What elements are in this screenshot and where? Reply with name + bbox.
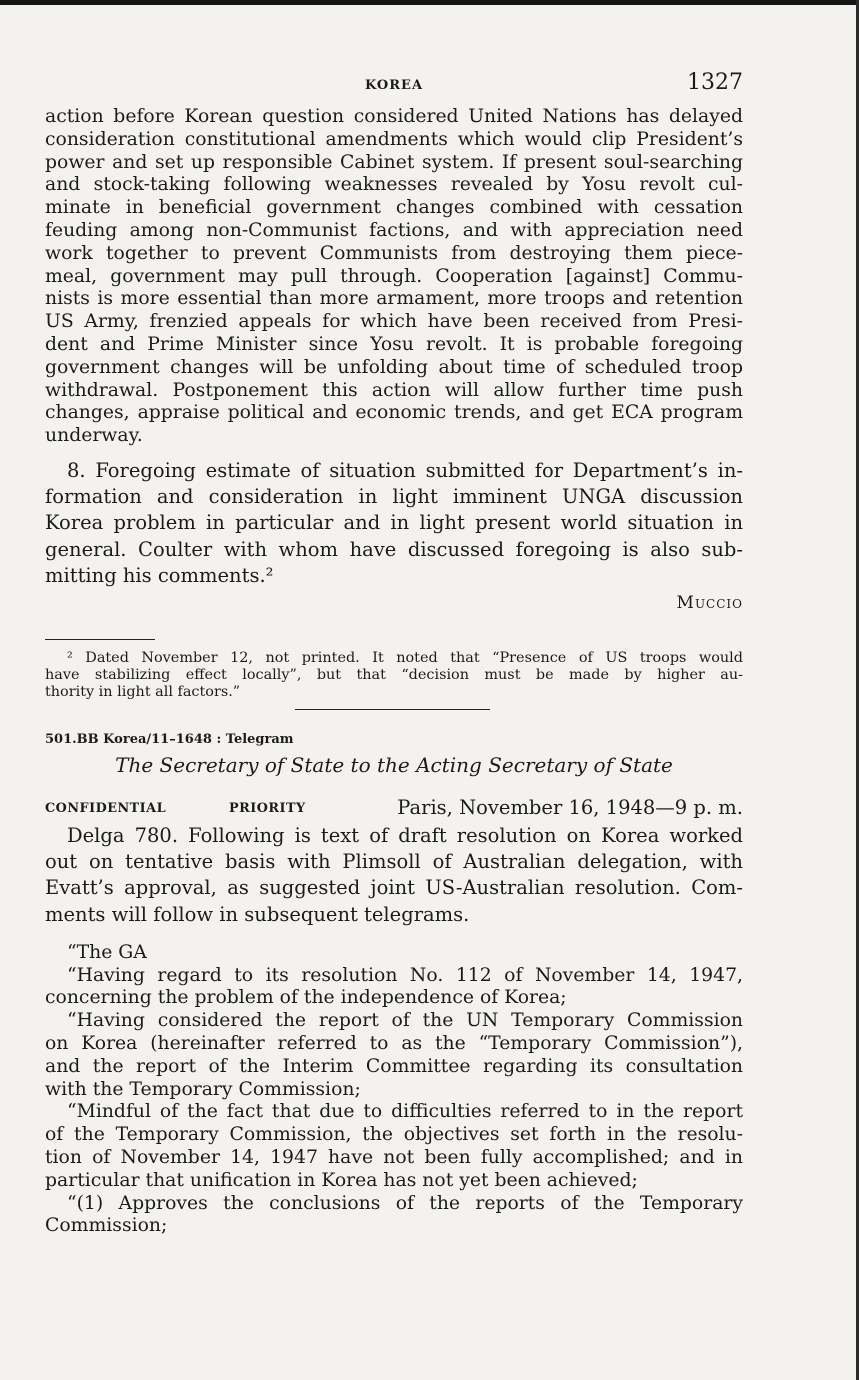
resolution-opening: “The GA (67, 941, 147, 963)
resolution-line: particular that unification in Korea has not yet been achieved; (45, 1169, 638, 1191)
text-line: changes, appraise political and economic trends, and get ECA program (45, 402, 743, 424)
footnote-line: have stabilizing effect locally”, but that “decision must be made by higher au- (45, 666, 743, 683)
text-line: out on tentative basis with Plimsoll of Australian delegation, with (45, 850, 743, 874)
resolution-text (45, 942, 743, 1238)
text-line: feuding among non-Communist factions, and with appreciation need (45, 219, 743, 241)
resolution-line: “Having regard to its resolution No. 112 of November 14, 1947, (67, 964, 743, 986)
text-line: consideration constitutional amendments which would clip President’s (45, 128, 743, 150)
text-line: power and set up responsible Cabinet system. If present soul-searching (45, 151, 743, 173)
footnote (45, 650, 743, 701)
text-line: Korea problem in particular and in light present world situation in (45, 511, 743, 535)
paragraph-3 (45, 823, 743, 928)
document-title: The Secretary of State to the Acting Secretary of State (115, 752, 673, 777)
footnote-line: thority in light all factors.” (45, 683, 241, 700)
text-line: Evatt’s approval, as suggested joint US-Australian resolution. Com- (45, 876, 743, 900)
resolution-line: tion of November 14, 1947 have not been fully accomplished; and in (45, 1146, 743, 1168)
resolution-line: “(1) Approves the conclusions of the reports of the Temporary (67, 1192, 743, 1214)
text-line: nists is more essential than more armament, more troops and retention (45, 288, 743, 310)
text-line: Delga 780. Following is text of draft resolution on Korea worked (67, 823, 743, 847)
resolution-line: Commission; (45, 1215, 168, 1237)
paragraph-1 (45, 106, 743, 448)
running-head: KOREA (364, 78, 424, 93)
telegram-meta (45, 791, 743, 819)
resolution-line: “Mindful of the fact that due to difficulties referred to in the report (67, 1101, 743, 1123)
document-page (45, 70, 743, 1238)
resolution-line: with the Temporary Commission; (45, 1078, 361, 1100)
resolution-line: and the report of the Interim Committee regarding its consultation (45, 1055, 743, 1077)
text-line: withdrawal. Postponement this action will allow further time push (45, 379, 743, 401)
top-border (0, 0, 859, 5)
text-line: mitting his comments.² (45, 563, 274, 587)
text-line: work together to prevent Communists from destroying them piece- (45, 242, 743, 264)
place-date: Paris, November 16, 1948—9 p. m. (397, 795, 743, 819)
resolution-line: of the Temporary Commission, the objectives set forth in the resolu- (45, 1124, 743, 1146)
text-line: minate in beneficial government changes combined with cessation (45, 197, 743, 219)
classification: CONFIDENTIAL (45, 800, 167, 816)
text-line: 8. Foregoing estimate of situation submitted for Department’s in- (67, 458, 743, 482)
text-line: ments will follow in subsequent telegrams. (45, 902, 470, 926)
text-line: action before Korean question considered United Nations has delayed (45, 106, 743, 127)
section-divider (295, 709, 490, 710)
text-line: formation and consideration in light imminent UNGA discussion (45, 485, 743, 509)
resolution-line: concerning the problem of the independence of Korea; (45, 987, 567, 1009)
footnote-rule (45, 639, 155, 640)
precedence: PRIORITY (229, 800, 306, 816)
text-line: meal, government may pull through. Cooperation [against] Commu- (45, 265, 743, 287)
signature: Muccio (676, 592, 743, 613)
paragraph-2 (45, 458, 743, 589)
text-line: government changes will be unfolding about time of scheduled troop (45, 356, 743, 378)
resolution-line: on Korea (hereinafter referred to as the “Temporary Commission”), (45, 1032, 743, 1054)
footnote-line: ² Dated November 12, not printed. It noted that “Presence of US troops would (67, 649, 743, 666)
text-line: underway. (45, 425, 143, 447)
text-line: general. Coulter with whom have discussed foregoing is also sub- (45, 537, 743, 561)
resolution-line: “Having considered the report of the UN Temporary Commission (67, 1010, 743, 1032)
text-line: dent and Prime Minister since Yosu revolt. It is probable foregoing (45, 333, 743, 355)
text-line: and stock-taking following weaknesses revealed by Yosu revolt cul- (45, 174, 743, 196)
resolution-lines (45, 965, 743, 1239)
page-number: 1327 (687, 70, 743, 95)
page-header (45, 70, 743, 106)
file-reference: 501.BB Korea/11–1648 : Telegram (45, 731, 294, 747)
text-line: US Army, frenzied appeals for which have been received from Presi- (45, 311, 743, 333)
